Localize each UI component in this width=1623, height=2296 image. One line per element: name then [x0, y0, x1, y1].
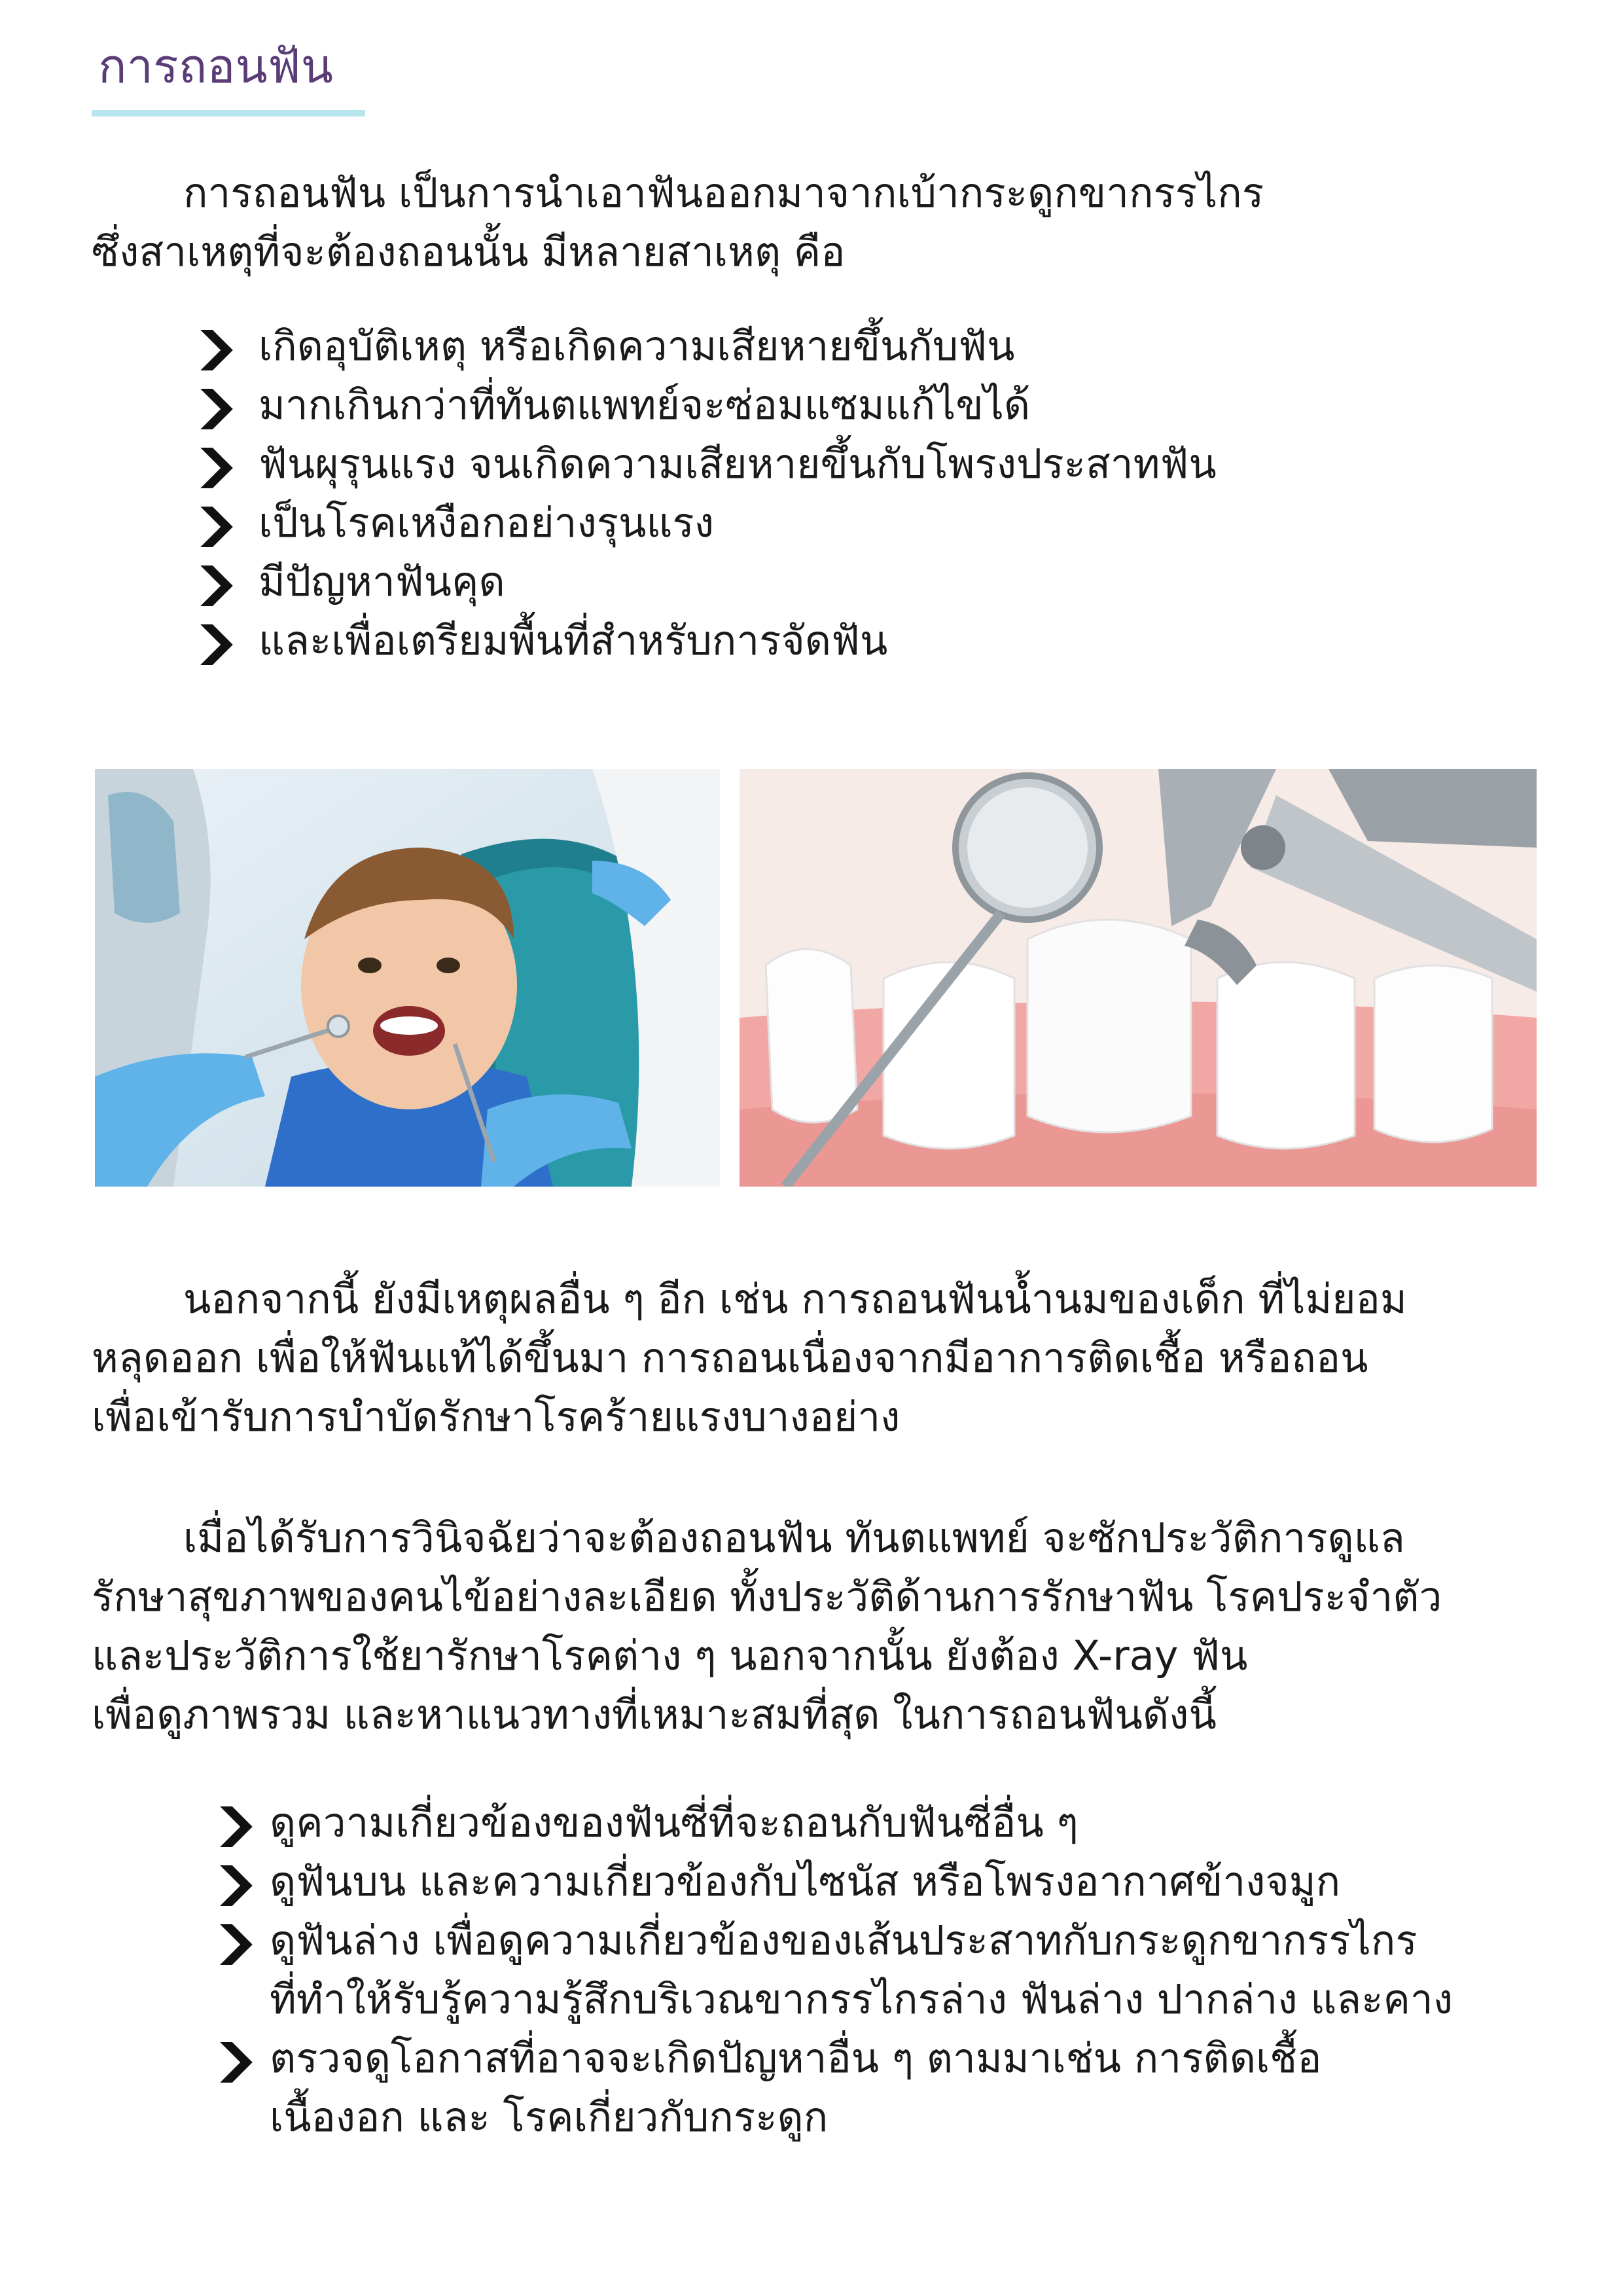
reason-text: ฟันผุรุนแรง จนเกิดความเสียหายขึ้นกับโพรงประสาทฟัน	[259, 440, 1217, 488]
chevron-right-icon	[196, 448, 237, 488]
paragraph-line: รักษาสุขภาพของคนไข้อย่างละเอียด ทั้งประวัติด้านการรักษาฟัน โรคประจำตัว	[92, 1573, 1442, 1621]
chevron-right-icon	[216, 1806, 257, 1847]
check-text: ดูความเกี่ยวข้องของฟันซี่ที่จะถอนกับฟันซี่อื่น ๆ	[270, 1799, 1079, 1846]
list-item	[196, 376, 1217, 435]
xray-checks-list	[216, 1793, 1453, 2147]
list-item	[216, 1911, 1453, 2029]
intro-line: ซึ่งสาเหตุที่จะต้องถอนนั้น มีหลายสาเหตุ คือ	[92, 228, 846, 276]
paragraph-line: เพื่อเข้ารับการบำบัดรักษาโรคร้ายแรงบางอย่าง	[92, 1393, 901, 1441]
list-item	[196, 552, 1217, 611]
reason-text: เกิดอุบัติเหตุ หรือเกิดความเสียหายขึ้นกับฟัน	[259, 322, 1015, 370]
chevron-right-icon	[196, 507, 237, 547]
list-item	[196, 317, 1217, 376]
child-dental-checkup-photo	[95, 769, 720, 1187]
list-item	[196, 435, 1217, 493]
page-title: การถอนฟัน	[98, 39, 333, 94]
reason-text: เป็นโรคเหงือกอย่างรุนแรง	[259, 499, 714, 547]
paragraph-line: และประวัติการใช้ยารักษาโรคต่าง ๆ นอกจากนั้น ยังต้อง X-ray ฟัน	[92, 1632, 1248, 1679]
list-item	[216, 1852, 1453, 1911]
chevron-right-icon	[196, 330, 237, 370]
list-item	[196, 611, 1217, 670]
list-item	[216, 1793, 1453, 1852]
intro-paragraph	[92, 164, 1590, 281]
paragraph-line: เมื่อได้รับการวินิจฉัยว่าจะต้องถอนฟัน ทันตแพทย์ จะซักประวัติการดูแล	[183, 1514, 1405, 1562]
diagnosis-paragraph	[92, 1509, 1590, 1744]
chevron-right-icon	[216, 1865, 257, 1906]
check-text-continued: เนื้องอก และ โรคเกี่ยวกับกระดูก	[270, 2093, 829, 2141]
chevron-right-icon	[216, 2042, 257, 2083]
chevron-right-icon	[196, 624, 237, 665]
chevron-right-icon	[196, 565, 237, 606]
list-item	[196, 493, 1217, 552]
list-item	[216, 2029, 1453, 2147]
chevron-right-icon	[196, 389, 237, 429]
intro-line: การถอนฟัน เป็นการนำเอาฟันออกมาจากเบ้ากระดูกขากรรไกร	[183, 169, 1264, 217]
paragraph-line: หลุดออก เพื่อให้ฟันแท้ได้ขึ้นมา การถอนเนื่องจากมีอาการติดเชื้อ หรือถอน	[92, 1334, 1368, 1382]
paragraph-line: นอกจากนี้ ยังมีเหตุผลอื่น ๆ อีก เช่น การถอนฟันน้ำนมของเด็ก ที่ไม่ยอม	[183, 1275, 1407, 1323]
title-underline	[92, 110, 365, 117]
extraction-reasons-list	[196, 317, 1217, 670]
additional-reasons-paragraph	[92, 1270, 1590, 1446]
tooth-extraction-forceps-photo	[740, 769, 1537, 1187]
check-text: ดูฟันบน และความเกี่ยวข้องกับไซนัส หรือโพรงอากาศข้างจมูก	[270, 1857, 1341, 1905]
reason-text: และเพื่อเตรียมพื้นที่สำหรับการจัดฟัน	[259, 617, 888, 664]
check-text: ดูฟันล่าง เพื่อดูความเกี่ยวข้องของเส้นประสาทกับกระดูกขากรรไกร	[270, 1916, 1418, 1964]
paragraph-line: เพื่อดูภาพรวม และหาแนวทางที่เหมาะสมที่สุด ในการถอนฟันดังนี้	[92, 1691, 1217, 1738]
check-text-continued: ที่ทำให้รับรู้ความรู้สึกบริเวณขากรรไกรล่าง ฟันล่าง ปากล่าง และคาง	[270, 1975, 1454, 2023]
check-text: ตรวจดูโอกาสที่อาจจะเกิดปัญหาอื่น ๆ ตามมาเช่น การติดเชื้อ	[270, 2034, 1322, 2082]
reason-text: มีปัญหาฟันคุด	[259, 558, 505, 605]
chevron-right-icon	[216, 1924, 257, 1965]
reason-text: มากเกินกว่าที่ทันตแพทย์จะซ่อมแซมแก้ไขได้	[259, 381, 1031, 429]
